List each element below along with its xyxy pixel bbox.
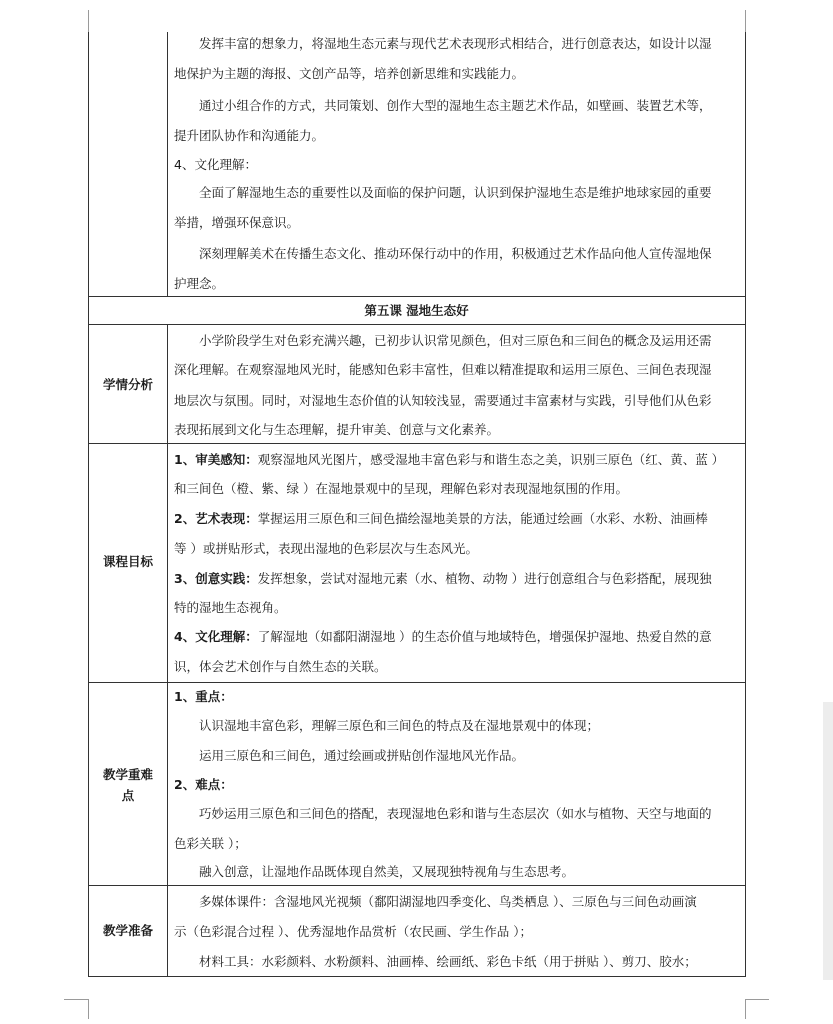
table-border [167, 32, 168, 297]
row-label-preparation: 教学准备 [102, 923, 153, 938]
table-border [167, 324, 168, 977]
table-border [88, 885, 745, 886]
goal-line [174, 452, 724, 468]
paragraph-line: 多媒体课件：含湿地风光视频（鄱阳湖湿地四季变化、鸟类栖息 ）、三原色与三间色动画演 [199, 894, 697, 909]
paragraph-line: 举措，增强环保意识。 [174, 215, 300, 230]
section-heading: 4、文化理解： [174, 157, 257, 172]
table-border [88, 976, 745, 977]
goal-title: 2、艺术表现： [174, 511, 258, 526]
goal-line: 识，体会艺术创作与自然生态的关联。 [174, 659, 387, 674]
sub-heading: 2、难点： [174, 777, 233, 792]
paragraph-line: 融入创意，让湿地作品既体现自然美，又展现独特视角与生态思考。 [199, 864, 575, 879]
goal-line: 等 ）或拼贴形式，表现出湿地的色彩层次与生态风光。 [174, 541, 478, 556]
goal-title: 1、审美感知： [174, 452, 258, 467]
table-border [88, 324, 745, 325]
row-label-key-points-cont: 点 [121, 788, 135, 803]
row-label-learner-analysis: 学情分析 [102, 377, 153, 392]
goal-line: 和三间色（橙、紫、绿 ）在湿地景观中的呈现，理解色彩对表现湿地氛围的作用。 [174, 481, 628, 496]
goal-text: 掌握运用三原色和三间色描绘湿地美景的方法，能通过绘画（水彩、水粉、油画棒 [257, 511, 708, 526]
paragraph-line: 认识湿地丰富色彩，理解三原色和三间色的特点及在湿地景观中的体现； [199, 718, 600, 733]
table-border [88, 682, 745, 683]
paragraph-line: 表现拓展到文化与生态理解，提升审美、创意与文化素养。 [174, 422, 500, 437]
paragraph-line: 深刻理解美术在传播生态文化、推动环保行动中的作用，积极通过艺术作品向他人宣传湿地保 [199, 246, 712, 261]
paragraph-line: 巧妙运用三原色和三间色的搭配，表现湿地色彩和谐与生态层次（如水与植物、天空与地面的 [199, 806, 712, 821]
goal-title: 4、文化理解： [174, 629, 258, 644]
paragraph-line: 地保护为主题的海报、文创产品等，培养创新思维和实践能力。 [174, 66, 525, 81]
paragraph-line: 地层次与氛围。同时，对湿地生态价值的认知较浅显，需要通过丰富素材与实践，引导他们从色彩 [174, 393, 712, 408]
table-border [88, 296, 745, 297]
row-label-key-points: 教学重难 [102, 767, 153, 782]
paragraph-line: 提升团队协作和沟通能力。 [174, 128, 325, 143]
goal-text: 发挥想象，尝试对湿地元素（水、植物、动物 ）进行创意组合与色彩搭配，展现独 [257, 571, 712, 586]
table-border [88, 32, 89, 977]
paragraph-line: 全面了解湿地生态的重要性以及面临的保护问题，认识到保护湿地生态是维护地球家园的重要 [199, 185, 712, 200]
goal-text: 了解湿地（如鄱阳湖湿地 ）的生态价值与地域特色，增强保护湿地、热爱自然的意 [257, 629, 712, 644]
sub-heading: 1、重点： [174, 689, 233, 704]
paragraph-line: 发挥丰富的想象力，将湿地生态元素与现代艺术表现形式相结合，进行创意表达，如设计以湿 [199, 36, 712, 51]
goal-line: 特的湿地生态视角。 [174, 600, 287, 615]
paragraph-line: 示（色彩混合过程 ）、优秀湿地作品赏析（农民画、学生作品 ）； [174, 924, 532, 939]
paragraph-line: 护理念。 [174, 276, 225, 291]
paragraph-line: 通过小组合作的方式，共同策划、创作大型的湿地生态主题艺术作品，如壁画、装置艺术等， [199, 98, 712, 113]
paragraph-line: 深化理解。在观察湿地风光时，能感知色彩丰富性，但难以精准提取和运用三原色、三间色表现湿 [174, 362, 712, 377]
paragraph-line: 运用三原色和三间色，通过绘画或拼贴创作湿地风光作品。 [199, 748, 525, 763]
paragraph-line: 材料工具：水彩颜料、水粉颜料、油画棒、绘画纸、彩色卡纸（用于拼贴 ）、剪刀、胶水； [199, 954, 697, 969]
paragraph-line: 小学阶段学生对色彩充满兴趣，已初步认识常见颜色，但对三原色和三间色的概念及运用还需 [199, 333, 712, 348]
table-border [745, 32, 746, 977]
table-border [88, 443, 745, 444]
lesson-title: 第五课 湿地生态好 [364, 303, 469, 318]
paragraph-line: 色彩关联 ）； [174, 836, 247, 851]
goal-text: 观察湿地风光图片，感受湿地丰富色彩与和谐生态之美，识别三原色（红、黄、蓝 ） [257, 452, 725, 467]
goal-line [174, 629, 712, 645]
row-label-course-goals: 课程目标 [102, 554, 153, 569]
goal-line [174, 571, 712, 587]
goal-title: 3、创意实践： [174, 571, 258, 586]
goal-line [174, 511, 708, 527]
